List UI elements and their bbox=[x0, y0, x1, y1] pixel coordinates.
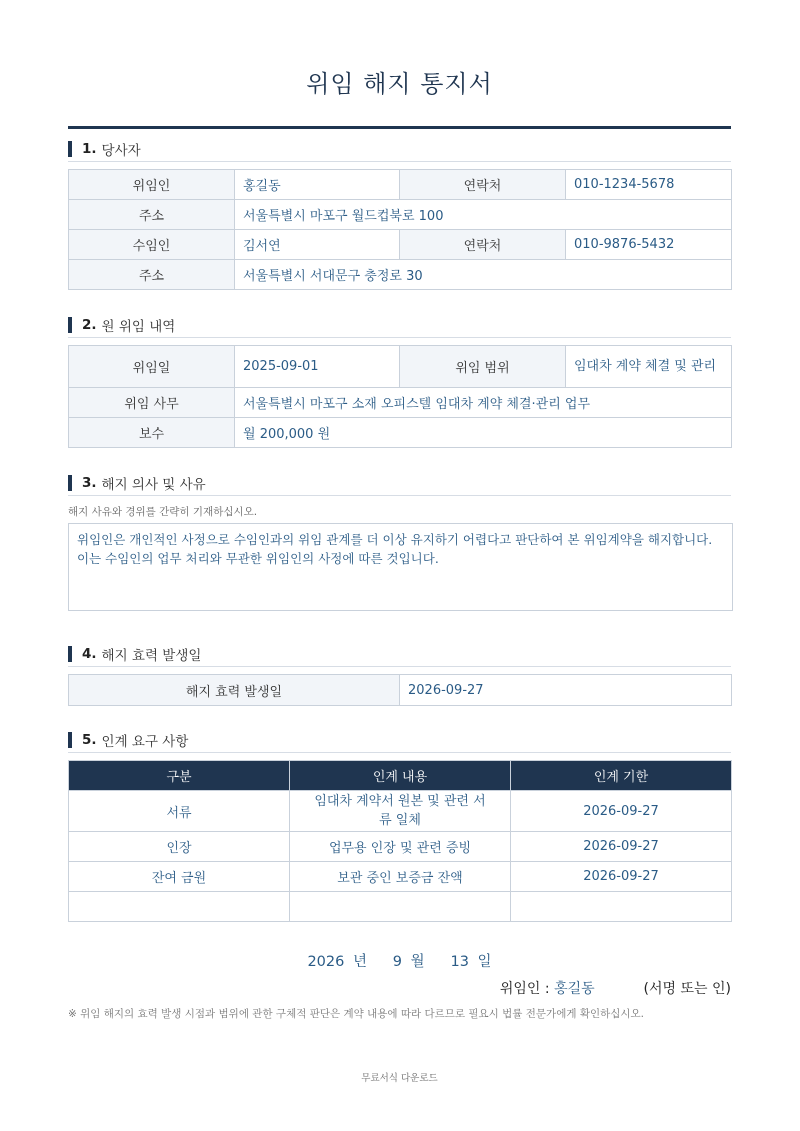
section-4-header bbox=[68, 644, 731, 667]
table-row bbox=[69, 675, 732, 706]
empty-cell[interactable] bbox=[511, 892, 732, 922]
document-title: 위임 해지 통지서 bbox=[306, 70, 493, 98]
section-title: 해지 효력 발생일 bbox=[101, 648, 202, 664]
delegation-date-label: 위임일 bbox=[69, 346, 235, 388]
signature-line bbox=[500, 978, 731, 998]
original-delegation-table bbox=[68, 345, 732, 448]
section-3-header bbox=[68, 473, 731, 496]
handover-type: 인장 bbox=[69, 832, 290, 862]
effective-date-label: 해지 효력 발생일 bbox=[69, 675, 400, 706]
handover-deadline: 2026-09-27 bbox=[511, 791, 732, 832]
delegation-date: 2025-09-01 bbox=[235, 346, 400, 388]
section-marker bbox=[68, 732, 72, 748]
section-5-header bbox=[68, 730, 731, 753]
legal-note: ※ 위임 해지의 효력 발생 시점과 범위에 관한 구체적 판단은 계약 내용에 따라 다르므로 필요시 법률 전문가에게 확인하십시오. bbox=[68, 1008, 645, 1020]
effective-date-table bbox=[68, 674, 732, 706]
address-label: 주소 bbox=[69, 260, 235, 290]
section-title: 인계 요구 사항 bbox=[101, 734, 189, 750]
section-marker bbox=[68, 475, 72, 491]
sign-hint: (서명 또는 인) bbox=[643, 981, 731, 997]
handover-type: 서류 bbox=[69, 791, 290, 832]
contact-label: 연락처 bbox=[400, 170, 566, 200]
delegation-fee: 월 200,000 원 bbox=[235, 418, 732, 448]
principal-name: 홍길동 bbox=[235, 170, 400, 200]
section-2-header bbox=[68, 315, 731, 338]
section-title: 원 위임 내역 bbox=[101, 319, 176, 335]
handover-type: 잔여 금원 bbox=[69, 862, 290, 892]
handover-deadline: 2026-09-27 bbox=[511, 832, 732, 862]
section-number: 5. bbox=[82, 732, 97, 748]
agent-address: 서울특별시 서대문구 충정로 30 bbox=[235, 260, 732, 290]
scope-label: 위임 범위 bbox=[400, 346, 566, 388]
agent-label: 수임인 bbox=[69, 230, 235, 260]
table-header-row bbox=[69, 761, 732, 791]
parties-table bbox=[68, 169, 732, 290]
table-row bbox=[69, 260, 732, 290]
empty-cell[interactable] bbox=[69, 892, 290, 922]
principal-phone: 010-1234-5678 bbox=[566, 170, 732, 200]
section-marker bbox=[68, 646, 72, 662]
agent-phone: 010-9876-5432 bbox=[566, 230, 732, 260]
table-row bbox=[69, 388, 732, 418]
address-label: 주소 bbox=[69, 200, 235, 230]
signer-name: 홍길동 bbox=[554, 981, 595, 997]
task-label: 위임 사무 bbox=[69, 388, 235, 418]
contact-label: 연락처 bbox=[400, 230, 566, 260]
section-marker bbox=[68, 141, 72, 157]
column-header-deadline: 인계 기한 bbox=[511, 761, 732, 791]
section-1-header bbox=[68, 139, 731, 162]
section-number: 3. bbox=[82, 475, 97, 491]
signer-label: 위임인 : bbox=[499, 981, 550, 997]
reason-textbox[interactable]: 위임인은 개인적인 사정으로 수임인과의 위임 관계를 더 이상 유지하기 어렵다고 판단하여 본 위임계약을 해지합니다. 이는 수임인의 업무 처리와 무관한 위임인의 사정에 따른 것입니다. bbox=[68, 523, 733, 611]
footer-link[interactable]: 무료서식 다운로드 bbox=[361, 1073, 438, 1084]
handover-deadline: 2026-09-27 bbox=[511, 862, 732, 892]
table-row bbox=[69, 170, 732, 200]
section-title: 해지 의사 및 사유 bbox=[101, 477, 206, 493]
table-row bbox=[69, 832, 732, 862]
section-number: 4. bbox=[82, 646, 97, 662]
agent-name: 김서연 bbox=[235, 230, 400, 260]
handover-content: 보관 중인 보증금 잔액 bbox=[290, 862, 511, 892]
column-header-type: 구분 bbox=[69, 761, 290, 791]
table-row bbox=[69, 200, 732, 230]
table-row bbox=[69, 346, 732, 388]
signature-date: 2026 년 9 월 13 일 bbox=[307, 954, 492, 970]
handover-content: 임대차 계약서 원본 및 관련 서류 일체 bbox=[290, 791, 511, 832]
table-row-empty bbox=[69, 892, 732, 922]
section-title: 당사자 bbox=[101, 143, 141, 159]
section-number: 2. bbox=[82, 317, 97, 333]
fee-label: 보수 bbox=[69, 418, 235, 448]
table-row bbox=[69, 791, 732, 832]
effective-date-value[interactable]: 2026-09-27 bbox=[400, 675, 732, 706]
principal-address: 서울특별시 마포구 월드컵북로 100 bbox=[235, 200, 732, 230]
delegation-task: 서울특별시 마포구 소재 오피스텔 임대차 계약 체결·관리 업무 bbox=[235, 388, 732, 418]
delegation-scope: 임대차 계약 체결 및 관리 bbox=[566, 346, 732, 388]
table-row bbox=[69, 230, 732, 260]
reason-hint: 해지 사유와 경위를 간략히 기재하십시오. bbox=[68, 506, 258, 518]
column-header-content: 인계 내용 bbox=[290, 761, 511, 791]
section-marker bbox=[68, 317, 72, 333]
principal-label: 위임인 bbox=[69, 170, 235, 200]
handover-table bbox=[68, 760, 732, 922]
table-row bbox=[69, 418, 732, 448]
table-row bbox=[69, 862, 732, 892]
handover-content: 업무용 인장 및 관련 증빙 bbox=[290, 832, 511, 862]
title-divider bbox=[68, 126, 731, 129]
section-number: 1. bbox=[82, 141, 97, 157]
empty-cell[interactable] bbox=[290, 892, 511, 922]
